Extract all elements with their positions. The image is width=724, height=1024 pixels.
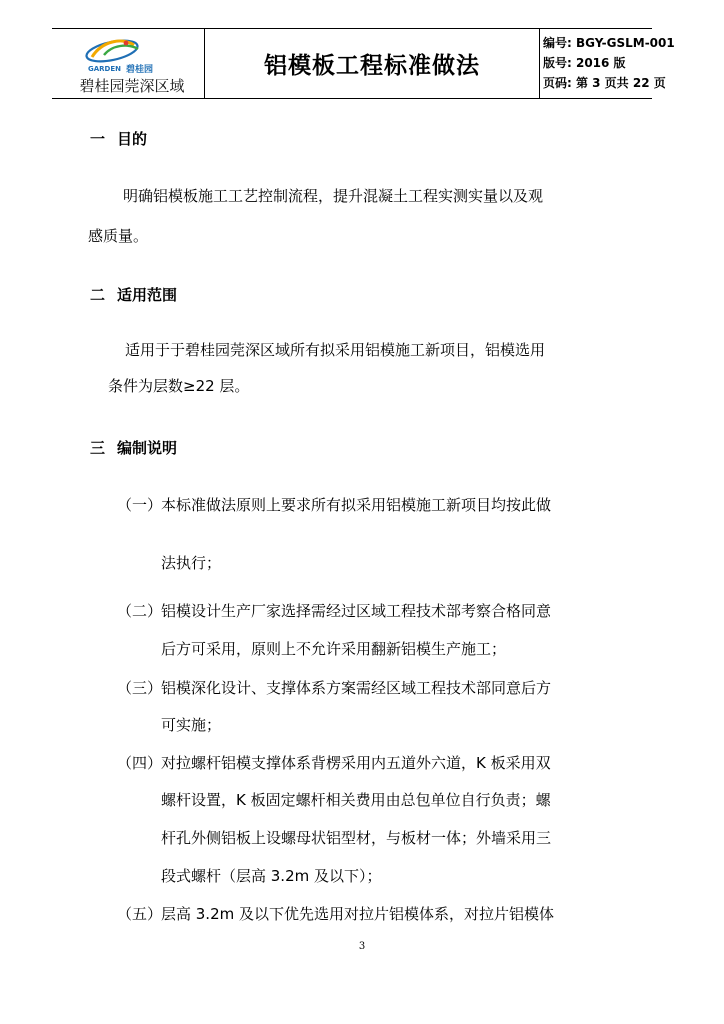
section-heading-notes (90, 437, 177, 458)
section-number: 一 (90, 130, 106, 148)
region-name: 碧桂园莞深区域 (79, 77, 185, 95)
list-item-line: 铝模深化设计、支撑体系方案需经区域工程技术部同意后方 (161, 679, 552, 697)
document-version: 版号: 2016 版 (543, 56, 626, 70)
list-item-line: 螺杆设置，K 板固定螺杆相关费用由总包单位自行负责；螺 (161, 791, 551, 809)
section-number: 二 (90, 286, 106, 304)
list-item-line: 后方可采用，原则上不允许采用翻新铝模生产施工； (161, 640, 507, 658)
meta-cell (543, 33, 675, 93)
page-header (52, 28, 675, 99)
paragraph-line: 适用于于碧桂园莞深区域所有拟采用铝模施工新项目，铝模选用 (125, 341, 546, 359)
logo-cn-text: 碧桂园 (126, 65, 154, 75)
list-item-label: （二） (117, 602, 163, 620)
list-item-line: 对拉螺杆铝模支撑体系背楞采用内五道外六道，K 板采用双 (161, 754, 551, 772)
section-title: 编制说明 (117, 439, 178, 457)
section-title: 目的 (117, 130, 148, 148)
logo-brand-text: GARDEN (88, 65, 122, 73)
list-item-label: （一） (117, 496, 163, 514)
section-title: 适用范围 (117, 286, 178, 304)
list-item-line: 铝模设计生产厂家选择需经过区域工程技术部考察合格同意 (161, 602, 552, 620)
list-item-label: （三） (117, 679, 163, 697)
list-item-label: （四） (117, 754, 163, 772)
country-garden-logo (82, 35, 177, 75)
section-number: 三 (90, 439, 106, 457)
paragraph-line: 条件为层数≥22 层。 (108, 377, 250, 395)
list-item-line: 段式螺杆（层高 3.2m 及以下）； (161, 867, 382, 885)
page-number: 3 (358, 941, 366, 952)
list-item-line: 可实施； (161, 716, 222, 734)
list-item-label: （五） (117, 905, 163, 923)
title-cell (205, 29, 540, 98)
document-title: 铝模板工程标准做法 (264, 53, 480, 79)
list-item-line: 法执行； (161, 554, 222, 572)
paragraph-line: 感质量。 (88, 227, 149, 245)
list-item-line: 层高 3.2m 及以下优先选用对拉片铝模体系，对拉片铝模体 (161, 905, 555, 923)
logo-cell (52, 29, 205, 98)
document-code: 编号: BGY-GSLM-001 (543, 36, 675, 50)
paragraph-line: 明确铝模板施工工艺控制流程，提升混凝土工程实测实量以及观 (123, 187, 544, 205)
section-heading-purpose (90, 128, 147, 149)
list-item-line: 本标准做法原则上要求所有拟采用铝模施工新项目均按此做 (161, 496, 552, 514)
list-item-line: 杆孔外侧铝板上设螺母状铝型材，与板材一体；外墙采用三 (161, 829, 552, 847)
page-info: 页码: 第 3 页共 22 页 (543, 76, 666, 90)
section-heading-scope (90, 284, 177, 305)
